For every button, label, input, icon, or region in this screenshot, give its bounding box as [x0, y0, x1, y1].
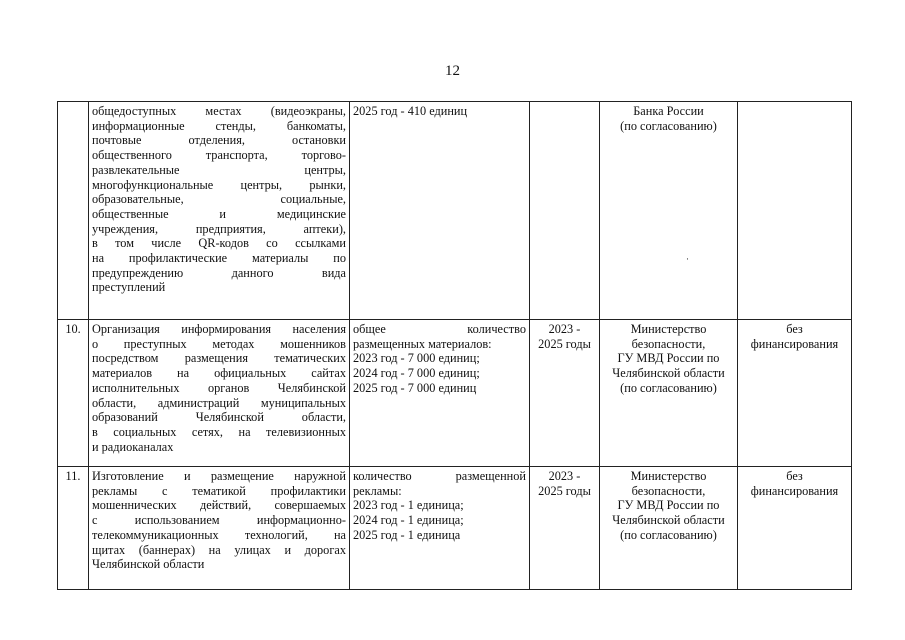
stray-mark: · — [686, 254, 689, 264]
period-line: 2025 годы — [538, 336, 591, 351]
page-number: 12 — [445, 63, 460, 79]
executor-line: безопасности, — [631, 483, 706, 498]
desc-cell — [89, 320, 350, 467]
executor-line: ГУ МВД России по — [617, 498, 720, 513]
indicator-line: количество размещенной — [353, 469, 526, 483]
desc-line: общественные и медицинские — [92, 206, 346, 221]
desc-line: в том числе QR-кодов со ссылками — [92, 236, 346, 251]
desc-line: Челябинской области — [92, 557, 205, 572]
desc-line: с использованием информационно- — [92, 513, 346, 528]
executor-line: Министерство — [630, 469, 707, 483]
indicator-cell — [350, 102, 530, 320]
executor-line: Челябинской области — [612, 513, 725, 528]
period-line: 2023 - — [548, 469, 581, 483]
desc-line: общедоступных местах (видеоэкраны, — [92, 104, 346, 118]
desc-line: образований Челябинской области, — [92, 410, 346, 425]
indicator-line: 2025 год - 1 единица — [353, 527, 461, 542]
executor-line: Министерство — [630, 322, 707, 336]
indicator-cell — [350, 467, 530, 590]
table-row — [58, 102, 852, 320]
financing-line: финансирования — [750, 483, 839, 498]
financing-line: без — [786, 322, 803, 336]
desc-line: многофункциональные центры, рынки, — [92, 177, 346, 192]
desc-line: о преступных методах мошенников — [92, 336, 346, 351]
desc-line: в социальных сетях, на телевизионных — [92, 424, 346, 439]
desc-line: Изготовление и размещение наружной — [92, 469, 346, 483]
executor-cell — [600, 102, 738, 320]
executor-line: безопасности, — [631, 336, 706, 351]
desc-line: мошеннических действий, совершаемых — [92, 498, 346, 513]
desc-line: щитах (баннерах) на улицах и дорогах — [92, 542, 346, 557]
period-cell — [530, 467, 600, 590]
executor-line: (по согласованию) — [620, 380, 717, 395]
period-text — [533, 322, 596, 351]
indicator-line: рекламы: — [353, 483, 402, 498]
executor-line: Челябинской области — [612, 366, 725, 381]
desc-line: преступлений — [92, 280, 166, 295]
desc-line: развлекательные центры, — [92, 162, 346, 177]
period-line: 2025 годы — [538, 483, 591, 498]
indicator-line: 2025 год - 7 000 единиц — [353, 380, 477, 395]
desc-line: общественного транспорта, торгово- — [92, 148, 346, 163]
desc-line: посредством размещения тематических — [92, 351, 346, 366]
desc-line: образовательные, социальные, — [92, 192, 346, 207]
desc-line: учреждения, предприятия, аптеки), — [92, 221, 346, 236]
desc-line: на профилактические материалы по — [92, 251, 346, 266]
financing-cell — [738, 102, 852, 320]
period-line: 2023 - — [548, 322, 581, 336]
desc-line: материалов на официальных сайтах — [92, 366, 346, 381]
indicator-line: 2025 год - 410 единиц — [353, 104, 468, 118]
row-number — [58, 102, 89, 320]
table-row — [58, 467, 852, 590]
row-number: 10. — [58, 320, 89, 467]
period-cell — [530, 102, 600, 320]
program-activities-table — [57, 101, 852, 590]
desc-line: Организация информирования населения — [92, 322, 346, 336]
row-number: 11. — [58, 467, 89, 590]
desc-line: исполнительных органов Челябинской — [92, 380, 346, 395]
indicator-line: 2023 год - 1 единица; — [353, 498, 464, 513]
period-cell — [530, 320, 600, 467]
executor-line: Банка России — [633, 104, 704, 118]
desc-line: и радиоканалах — [92, 439, 174, 454]
indicator-line: 2024 год - 7 000 единиц; — [353, 366, 480, 381]
desc-line: рекламы с тематикой профилактики — [92, 483, 346, 498]
desc-line: области, администраций муниципальных — [92, 395, 346, 410]
executor-line: (по согласованию) — [620, 527, 717, 542]
executor-line: (по согласованию) — [620, 118, 717, 133]
executor-cell — [600, 320, 738, 467]
desc-cell — [89, 467, 350, 590]
desc-line: почтовые отделения, остановки — [92, 133, 346, 148]
executor-cell — [600, 467, 738, 590]
indicator-line: общее количество — [353, 322, 526, 336]
indicator-line: размещенных материалов: — [353, 336, 492, 351]
executor-line: ГУ МВД России по — [617, 351, 720, 366]
period-text — [533, 469, 596, 498]
table-row — [58, 320, 852, 467]
indicator-cell — [350, 320, 530, 467]
desc-line: информационные стенды, банкоматы, — [92, 118, 346, 133]
indicator-line: 2023 год - 7 000 единиц; — [353, 351, 480, 366]
desc-line: телекоммуникационных технологий, на — [92, 527, 346, 542]
financing-cell — [738, 320, 852, 467]
financing-line: без — [786, 469, 803, 483]
financing-cell — [738, 467, 852, 590]
desc-line: предупреждению данного вида — [92, 265, 346, 280]
desc-cell — [89, 102, 350, 320]
indicator-line: 2024 год - 1 единица; — [353, 513, 464, 528]
financing-line: финансирования — [750, 336, 839, 351]
